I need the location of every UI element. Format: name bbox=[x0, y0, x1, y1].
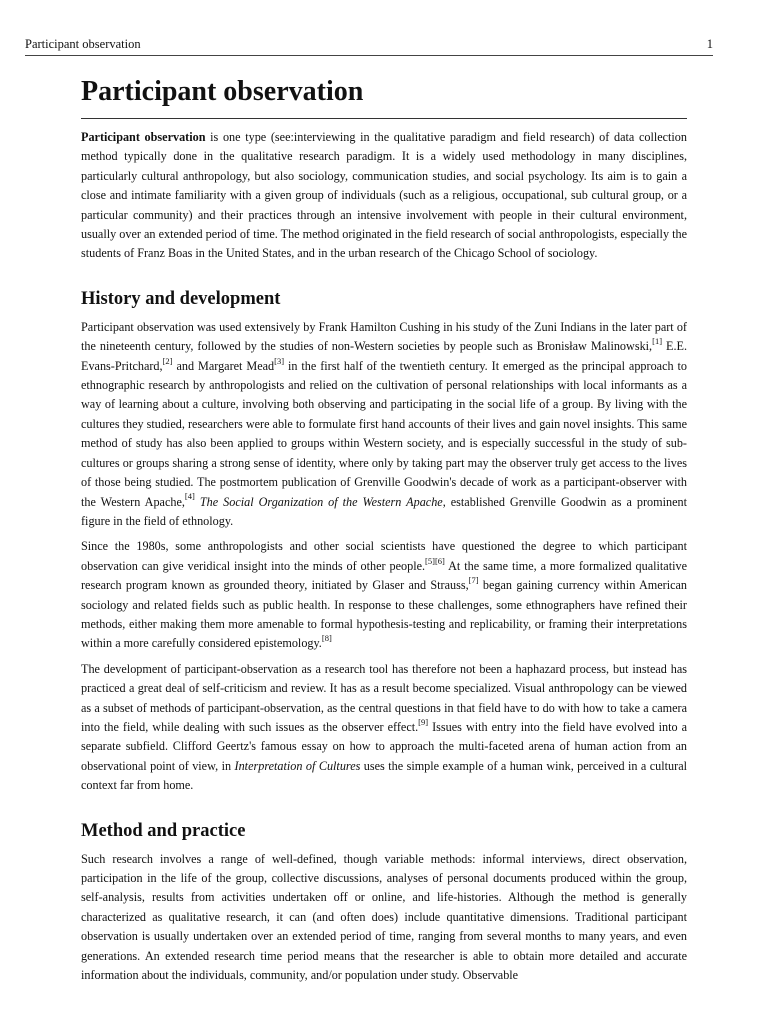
history-paragraph-3 bbox=[81, 660, 687, 796]
citation-7[interactable]: [7] bbox=[468, 575, 479, 586]
history-p2-text-3: began gaining currency within American sociology and related fields such as public health. In response to these challenges, some ethnographers have refined their methods, either making them more amenable to formal hypothesis-testing and replicability, or framing their interpretations within a more carefully considered epistemology. bbox=[81, 578, 687, 651]
history-p1-text-5: , established Grenville Goodwin as a prominent figure in the field of ethnology. bbox=[81, 494, 687, 528]
history-p1-text-1: Participant observation was used extensively by Frank Hamilton Cushing in his study of the Zuni Indians in the later part of the nineteenth century, followed by the studies of non-Western societies by people such as Bronisław Malinowski, bbox=[81, 319, 687, 354]
history-p1-text-2: E.E. Evans-Pritchard, bbox=[81, 339, 687, 373]
history-p2-text-1: Since the 1980s, some anthropologists and other social scientists have questioned the degree to which participant observation can give veridical insight into the minds of other people. bbox=[81, 539, 687, 573]
page-title: Participant observation bbox=[81, 74, 687, 119]
intro-paragraph bbox=[81, 128, 687, 264]
history-p3-text-2: Issues with entry into the field have evolved into a separate subfield. Clifford Geertz's famous essay on how to approach the multi-faceted arena of human action from an observational point of view, in bbox=[81, 719, 687, 773]
section-heading-method: Method and practice bbox=[81, 820, 246, 841]
citation-4[interactable]: [4] bbox=[184, 491, 195, 502]
article-body bbox=[81, 74, 687, 991]
history-p3-text-1: The development of participant-observation as a research tool has therefore not been a haphazard process, but instead has practiced a great deal of self-criticism and review. It has as a result become specialized. Visual anthropology can be viewed as a subset of methods of participant-observation, as the central questions in that field have to do with how to take a camera into the field, while dealing with such issues as the observer effect. bbox=[81, 661, 687, 734]
citation-5-6[interactable]: [5][6] bbox=[425, 555, 445, 566]
citation-3[interactable]: [3] bbox=[274, 355, 285, 366]
running-title: Participant observation bbox=[25, 37, 141, 51]
history-p2-text-2: At the same time, a more formalized qualitative research program known as grounded theory, initiated by Glaser and Strauss, bbox=[81, 558, 687, 593]
running-header bbox=[25, 37, 713, 56]
page-number: 1 bbox=[706, 37, 713, 51]
intro-text: is one type (see:interviewing in the qualitative paradigm and field research) of data collection method typically done in the qualitative research paradigm. It is a widely used methodology in many disciplines, particularly cultural anthropology, but also sociology, communication studies, and social psychology. Its aim is to gain a close and intimate familiarity with a given group of individuals (such as a religious, occupational, sub cultural group, or a particular community) and their practices through an intensive involvement with people in their cultural environment, usually over an extended period of time. The method originated in the field research of social anthropologists, especially the students of Franz Boas in the United States, and in the urban research of the Chicago School of sociology. bbox=[81, 130, 687, 261]
history-p1-text-3: and Margaret Mead bbox=[172, 358, 275, 373]
citation-9[interactable]: [9] bbox=[418, 716, 429, 727]
citation-8[interactable]: [8] bbox=[321, 633, 332, 644]
history-p3-text-3: uses the simple example of a human wink, perceived in a cultural context far from home. bbox=[81, 758, 687, 793]
history-p1-text-4: in the first half of the twentieth century. It emerged as the principal approach to ethnographic research by anthropologists and relied on the cultivation of personal relationships with local informants as a way of learning about a culture, involving both observing and participating in the social life of a group. By living with the cultures they studied, researchers were able to formulate first hand accounts of their lives and gain novel insights. This same method of study has also been applied to groups within Western society, and is especially successful in the study of sub-cultures or groups sharing a strong sense of identity, where only by taking part may the observer truly get access to the lives of those being studied. The postmortem publication of Grenville Goodwin's decade of work as a participant-observer with the Western Apache, bbox=[81, 358, 687, 509]
method-paragraph-1: Such research involves a range of well-defined, though variable methods: informal interviews, direct observation, participation in the life of the group, collective discussions, analyses of personal documents produced within the group, self-analysis, results from activities undertaken off or online, and life-histories. Although the method is generally characterized as qualitative research, it can (and often does) include quantitative dimensions. Traditional participant observation is usually undertaken over an extended period of time, ranging from several months to many years, and even generations. An extended research time period means that the researcher is able to obtain more detailed and accurate information about the individuals, community, and/or population under study. Observable bbox=[81, 851, 687, 983]
history-paragraph-1 bbox=[81, 318, 687, 531]
book-title-interpretation-of-cultures: Interpretation of Cultures bbox=[234, 758, 361, 773]
book-title-western-apache: The Social Organization of the Western Apache bbox=[199, 494, 443, 509]
citation-1[interactable]: [1] bbox=[652, 336, 663, 347]
citation-2[interactable]: [2] bbox=[162, 355, 173, 366]
intro-term: Participant observation bbox=[81, 130, 206, 144]
history-paragraph-2 bbox=[81, 537, 687, 653]
section-heading-history: History and development bbox=[81, 288, 281, 309]
